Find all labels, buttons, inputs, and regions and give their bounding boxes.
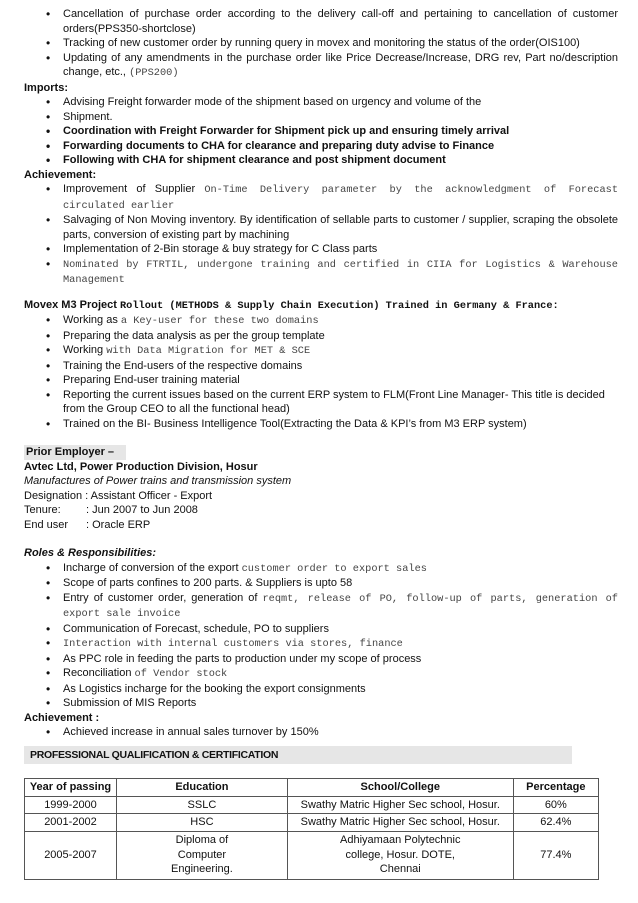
table-row — [25, 796, 599, 814]
list-item — [0, 696, 638, 711]
list-item-text: Coordination with Freight Forwarder for Shipment pick up and ensuring timely arrival — [63, 125, 510, 137]
list-item-mono-text: On-Time Delivery parameter by the acknowledgment of Forecast circulated earlier — [63, 184, 619, 212]
list-item — [0, 682, 638, 697]
list-item-text: As Logistics incharge for the booking the export consignments — [63, 682, 366, 695]
list-item-text: Shipment. — [63, 110, 113, 123]
list-item — [0, 51, 638, 81]
list-item-mono-text: Interaction with internal customers via stores, finance — [63, 638, 403, 650]
roles-heading: Roles & Responsibilities: — [24, 547, 157, 559]
list-item — [0, 139, 638, 154]
table-cell: 77.4% — [513, 831, 598, 879]
list-item — [0, 110, 638, 125]
table-cell: Swathy Matric Higher Sec school, Hosur. — [287, 814, 513, 832]
qualification-table — [24, 778, 599, 880]
list-item — [0, 576, 638, 591]
list-item-text: Achieved increase in annual sales turnover by 150% — [63, 726, 319, 738]
list-item — [0, 652, 638, 667]
movex-heading-main: Movex M3 Project — [24, 298, 117, 311]
list-item — [0, 417, 638, 432]
list-item-text: Incharge of conversion of the export — [63, 561, 239, 574]
movex-bullets — [0, 313, 638, 431]
list-item-mono-text: a Key-user for these two domains — [120, 315, 319, 327]
top-bullets — [0, 7, 638, 81]
list-item — [0, 388, 638, 417]
roles-bullets — [0, 561, 638, 711]
table-header-row — [25, 779, 599, 797]
list-item-mono-text: with Data Migration for MET & SCE — [106, 345, 311, 357]
table-cell: 62.4% — [513, 814, 598, 832]
list-item-text: Updating of any amendments in the purchase order like Price Decrease/Increase, DRG rev, Part no/description change, etc., — [63, 51, 618, 78]
movex-heading-mono: Rollout (METHODS & Supply Chain Execution) Trained in Germany & France: — [119, 299, 559, 312]
list-item — [0, 561, 638, 577]
list-item — [0, 666, 638, 682]
list-item — [0, 329, 638, 344]
list-item — [0, 242, 638, 257]
list-item-text: Implementation of 2-Bin storage & buy strategy for C Class parts — [63, 243, 378, 255]
table-cell: 2001-2002 — [25, 814, 117, 832]
list-item — [0, 725, 638, 740]
imports-bullets — [0, 95, 638, 168]
table-cell: Diploma of Computer Engineering. — [116, 831, 287, 879]
list-item — [0, 359, 638, 374]
list-item-mono-text: (PPS200) — [129, 67, 179, 79]
list-item-text: Entry of customer order, generation of — [63, 591, 258, 604]
table-header-cell: School/College — [287, 779, 513, 797]
qualification-heading: PROFESSIONAL QUALIFICATION & CERTIFICATION — [24, 746, 572, 765]
list-item-mono-text: customer order to export sales — [241, 562, 427, 575]
achievement-heading: Achievement: — [24, 168, 97, 181]
list-item-text: Reconciliation — [63, 667, 132, 679]
table-cell: 1999-2000 — [25, 796, 117, 814]
list-item-text: Following with CHA for shipment clearance and post shipment document — [63, 154, 446, 166]
achievement2-heading: Achievement : — [24, 711, 100, 724]
list-item-text: Advising Freight forwarder mode of the shipment based on urgency and volume of the — [63, 96, 482, 108]
prior-tenure — [0, 503, 638, 518]
list-item-text: Communication of Forecast, schedule, PO to suppliers — [63, 622, 329, 635]
tenure-key: Tenure: — [24, 504, 61, 516]
list-item-text: Working — [63, 344, 104, 356]
enduser-value: : Oracle ERP — [86, 518, 151, 531]
prior-company: Avtec Ltd, Power Production Division, Hosur — [24, 460, 258, 473]
list-item-text: Forwarding documents to CHA for clearance and preparing duty advise to Finance — [63, 139, 495, 152]
list-item — [0, 7, 638, 36]
table-header-cell: Year of passing — [25, 779, 117, 797]
list-item-text: Reporting the current issues based on the current ERP system to FLM(Front Line Manager- This title is decided from the Group CEO to all the functional head) — [63, 388, 605, 415]
list-item-text: Preparing the data analysis as per the group template — [63, 329, 325, 342]
imports-heading: Imports: — [24, 81, 68, 94]
enduser-key: End user — [24, 518, 69, 531]
table-cell: HSC — [116, 814, 287, 832]
list-item-text: Working as — [63, 314, 118, 326]
list-item-text: Preparing End-user training material — [63, 374, 240, 386]
list-item — [0, 153, 638, 168]
table-cell: SSLC — [116, 796, 287, 814]
prior-enduser — [0, 518, 638, 533]
list-item — [0, 622, 638, 637]
list-item — [0, 591, 638, 622]
table-header-cell: Percentage — [513, 779, 598, 797]
tenure-value: : Jun 2007 to Jun 2008 — [86, 504, 198, 516]
list-item — [0, 124, 638, 139]
movex-heading — [0, 298, 638, 314]
list-item-text: Salvaging of Non Moving inventory. By identification of sellable parts to customer / supplier, scraping the obsolete parts, conversion of existing part by machining — [63, 214, 618, 241]
prior-employer-label: Prior Employer – — [24, 445, 126, 460]
prior-tagline: Manufactures of Power trains and transmission system — [24, 475, 292, 487]
list-item-mono-text: of Vendor stock — [134, 668, 228, 680]
list-item-text: Trained on the BI- Business Intelligence Tool(Extracting the Data & KPI’s from M3 ERP system) — [63, 417, 527, 430]
table-row — [25, 814, 599, 832]
table-header-cell: Education — [116, 779, 287, 797]
list-item — [0, 36, 638, 51]
list-item-text: Tracking of new customer order by running query in movex and monitoring the status of the order(OIS100) — [63, 37, 580, 49]
table-cell: 60% — [513, 796, 598, 814]
achievement2-bullets — [0, 725, 638, 740]
list-item — [0, 257, 638, 288]
list-item — [0, 213, 638, 242]
list-item-text: Submission of MIS Reports — [63, 697, 197, 709]
table-cell: Swathy Matric Higher Sec school, Hosur. — [287, 796, 513, 814]
list-item-text: Improvement of Supplier — [63, 183, 196, 195]
list-item-text: As PPC role in feeding the parts to production under my scope of process — [63, 652, 422, 665]
list-item-text: Scope of parts confines to 200 parts. & Suppliers is upto 58 — [63, 577, 353, 589]
list-item-mono-text: Nominated by FTRTIL, undergone training and certified in CIIA for Logistics & Warehouse Management — [63, 258, 618, 286]
list-item-text: Cancellation of purchase order according to the delivery call-off and pertaining to cancellation of customer orders(PPS350-shortclose) — [63, 8, 618, 35]
list-item-text: Training the End-users of the respective domains — [63, 359, 303, 372]
table-cell: Adhiyamaan Polytechnic college, Hosur. DOTE, Chennai — [287, 831, 513, 879]
list-item — [0, 343, 638, 359]
table-row — [25, 831, 599, 879]
table-body — [25, 796, 599, 879]
list-item — [0, 182, 638, 213]
prior-designation: Designation : Assistant Officer - Export — [24, 489, 213, 502]
list-item-mono-text: reqmt, release of PO, follow-up of parts, generation of export sale invoice — [63, 592, 618, 620]
list-item — [0, 313, 638, 329]
list-item — [0, 95, 638, 110]
list-item — [0, 373, 638, 388]
table-cell: 2005-2007 — [25, 831, 117, 879]
achievement-bullets — [0, 182, 638, 288]
list-item — [0, 636, 638, 652]
